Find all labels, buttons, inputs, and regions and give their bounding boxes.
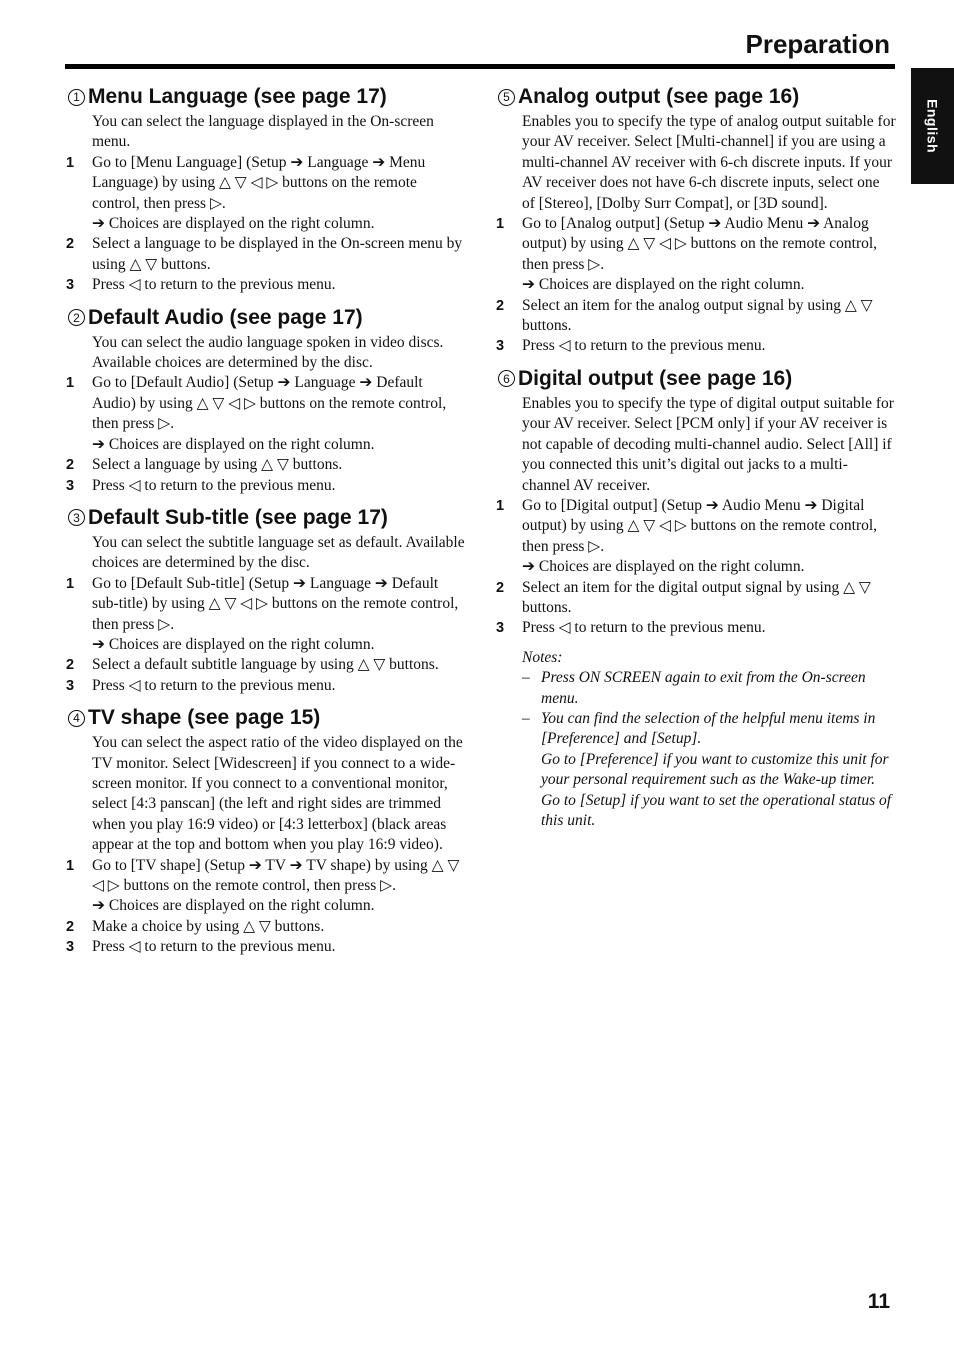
section-number-badge: 3	[68, 509, 85, 526]
section-intro: Enables you to specify the type of digital output suitable for your AV receiver. Select [PCM only] if your AV receiver is not capable of decoding multi-channel audio. Select [All] if you connected this unit’s digital out jacks to a multi-channel AV receiver.	[522, 394, 894, 494]
step-number: 1	[496, 216, 505, 233]
note-item	[522, 709, 896, 750]
section-default-subtitle	[66, 505, 466, 696]
language-tab-label: English	[924, 98, 941, 154]
step-item	[66, 373, 466, 434]
section-number-badge: 1	[68, 89, 85, 106]
section-intro: You can select the language displayed in the On-screen menu.	[92, 113, 434, 151]
step-item	[66, 856, 466, 897]
step-item	[66, 655, 466, 675]
step-item	[66, 275, 466, 295]
section-title: TV shape (see page 15)	[88, 706, 321, 730]
step-number: 2	[66, 657, 75, 674]
step-text: Make a choice by using △ ▽ buttons.	[92, 917, 325, 935]
section-menu-language	[66, 84, 466, 296]
step-number: 2	[66, 236, 75, 253]
language-tab	[911, 68, 954, 184]
page-title: Preparation	[745, 29, 890, 59]
step-item	[496, 214, 896, 275]
step-number: 3	[66, 939, 75, 956]
step-number: 2	[66, 457, 75, 474]
section-digital-output	[496, 366, 896, 639]
step-number: 3	[496, 620, 505, 637]
step-item	[496, 336, 896, 356]
step-item	[66, 937, 466, 957]
step-result-note: ➔ Choices are displayed on the right column.	[92, 897, 375, 915]
step-number: 2	[496, 579, 505, 596]
step-result-note: ➔ Choices are displayed on the right column.	[92, 215, 375, 233]
step-number: 3	[66, 277, 75, 294]
notes-block	[522, 648, 896, 832]
step-number: 1	[66, 375, 75, 392]
step-text: Go to [Analog output] (Setup ➔ Audio Menu ➔ Analog output) by using △ ▽ ◁ ▷ buttons on the remote control, then press ▷.	[522, 215, 878, 273]
section-title: Digital output (see page 16)	[518, 366, 793, 390]
step-item	[496, 578, 896, 619]
step-number: 1	[496, 497, 505, 514]
section-intro: You can select the subtitle language set as default. Available choices are determined by the disc.	[92, 533, 465, 572]
step-number: 3	[496, 338, 505, 355]
section-intro: You can select the audio language spoken in video discs. Available choices are determined by the disc.	[92, 333, 444, 372]
step-item	[66, 455, 466, 475]
step-text: Select a language to be displayed in the On-screen menu by using △ ▽ buttons.	[92, 235, 463, 273]
note-item	[522, 668, 896, 709]
section-analog-output	[496, 84, 896, 357]
step-text: Go to [Digital output] (Setup ➔ Audio Menu ➔ Digital output) by using △ ▽ ◁ ▷ buttons on the remote control, then press ▷.	[522, 496, 878, 555]
section-tv-shape	[66, 705, 466, 957]
step-text: Go to [Default Audio] (Setup ➔ Language ➔ Default Audio) by using △ ▽ ◁ ▷ buttons on the remote control, then press ▷.	[92, 374, 447, 433]
page-number: 11	[867, 1290, 890, 1313]
section-heading	[496, 366, 896, 392]
step-text: Select an item for the analog output signal by using △ ▽ buttons.	[522, 296, 873, 335]
section-heading	[66, 505, 466, 531]
step-number: 1	[66, 154, 75, 171]
step-item	[66, 153, 466, 214]
step-number: 1	[66, 575, 75, 592]
note-text: Press ON SCREEN again to exit from the On-screen menu.	[541, 669, 866, 707]
step-number: 2	[66, 918, 75, 935]
step-result-note: ➔ Choices are displayed on the right column.	[92, 635, 375, 653]
section-number-badge: 2	[68, 309, 85, 326]
notes-label: Notes:	[522, 648, 563, 666]
step-item	[66, 234, 466, 275]
note-continuation: Go to [Setup] if you want to set the operational status of this unit.	[541, 791, 892, 829]
step-text: Press ◁ to return to the previous menu.	[522, 337, 766, 355]
section-intro: Enables you to specify the type of analog output suitable for your AV receiver. Select [Multi-channel] if you are using a multi-channel AV receiver with 6-ch discrete inputs. If your AV receiver does not have 6-ch discrete inputs, select one of [Stereo], [Dolby Surr Compat], or [3D sound].	[522, 113, 896, 212]
step-text: Press ◁ to return to the previous menu.	[92, 938, 336, 956]
section-number-badge: 5	[498, 89, 515, 106]
step-text: Select an item for the digital output signal by using △ ▽ buttons.	[522, 578, 871, 616]
step-item	[66, 574, 466, 635]
step-number: 3	[66, 677, 75, 694]
step-item	[66, 917, 466, 937]
section-number-badge: 6	[498, 370, 515, 387]
section-default-audio	[66, 305, 466, 496]
step-number: 2	[496, 297, 505, 314]
note-continuation: Go to [Preference] if you want to customize this unit for your personal requirement such as the Wake-up timer.	[541, 750, 889, 789]
step-number: 3	[66, 477, 75, 494]
section-heading	[496, 84, 896, 110]
section-title: Default Sub-title (see page 17)	[88, 505, 388, 529]
title-rule	[65, 64, 895, 69]
step-item	[66, 676, 466, 696]
step-result-note: ➔ Choices are displayed on the right column.	[522, 558, 805, 576]
step-text: Press ◁ to return to the previous menu.	[92, 476, 336, 494]
note-dash: –	[522, 669, 530, 687]
section-title: Menu Language (see page 17)	[88, 85, 387, 108]
step-text: Press ◁ to return to the previous menu.	[92, 676, 336, 694]
step-item	[496, 296, 896, 337]
step-text: Select a language by using △ ▽ buttons.	[92, 456, 343, 474]
step-item	[66, 476, 466, 496]
section-heading	[66, 305, 466, 331]
section-heading	[66, 84, 466, 110]
step-text: Go to [Default Sub-title] (Setup ➔ Language ➔ Default sub-title) by using △ ▽ ◁ ▷ buttons on the remote control, then press ▷.	[92, 574, 459, 633]
step-item	[496, 618, 896, 638]
section-intro: You can select the aspect ratio of the video displayed on the TV monitor. Select [Widescreen] if you connect to a wide-screen monitor. If you connect to a conventional monitor, select [4:3 panscan] (the left and right sides are trimmed when you play 16:9 video) or [4:3 letterbox] (black areas appear at the top and bottom when you play 16:9 video).	[92, 734, 463, 854]
section-title: Default Audio (see page 17)	[88, 305, 363, 329]
note-text: You can find the selection of the helpful menu items in [Preference] and [Setup].	[541, 709, 876, 748]
step-result-note: ➔ Choices are displayed on the right column.	[522, 276, 805, 294]
section-title: Analog output (see page 16)	[518, 85, 800, 108]
right-column	[496, 84, 896, 831]
step-text: Go to [TV shape] (Setup ➔ TV ➔ TV shape) by using △ ▽ ◁ ▷ buttons on the remote control, then press ▷.	[92, 856, 460, 894]
step-result-note: ➔ Choices are displayed on the right column.	[92, 435, 375, 453]
step-text: Select a default subtitle language by using △ ▽ buttons.	[92, 656, 439, 674]
section-heading	[66, 705, 466, 731]
step-text: Go to [Menu Language] (Setup ➔ Language ➔ Menu Language) by using △ ▽ ◁ ▷ buttons on the remote control, then press ▷.	[92, 153, 426, 212]
step-text: Press ◁ to return to the previous menu.	[522, 619, 766, 637]
step-item	[496, 496, 896, 557]
section-number-badge: 4	[68, 710, 85, 727]
step-number: 1	[66, 857, 75, 874]
note-dash: –	[522, 709, 530, 727]
step-text: Press ◁ to return to the previous menu.	[92, 276, 336, 294]
left-column	[66, 84, 466, 967]
